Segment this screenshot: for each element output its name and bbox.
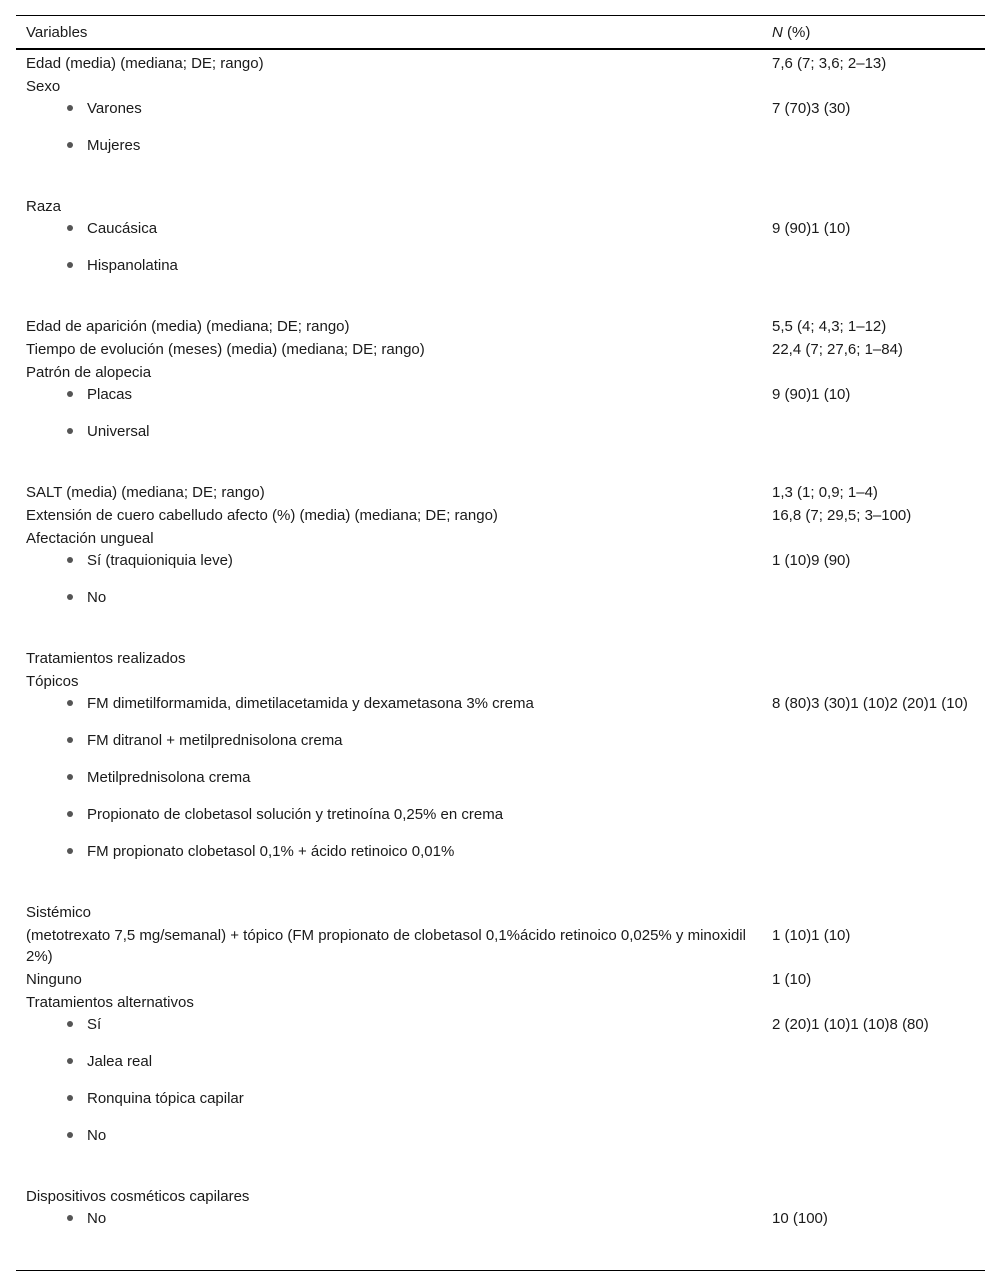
bullet-icon xyxy=(67,142,73,148)
table-row-metotrexato xyxy=(16,924,985,968)
list-item: No xyxy=(87,1208,762,1245)
table-row-extension xyxy=(16,504,985,527)
row-label: SALT (media) (mediana; DE; rango) xyxy=(26,484,265,501)
row-label: Tópicos xyxy=(26,673,79,690)
row-label: Patrón de alopecia xyxy=(26,364,152,381)
bullet-icon xyxy=(67,1058,73,1064)
table-row-sistemico xyxy=(16,901,985,924)
bullet-list xyxy=(26,550,762,624)
row-value: 22,4 (7; 27,6; 1–84) xyxy=(772,341,903,358)
bullet-icon xyxy=(67,262,73,268)
bullet-icon xyxy=(67,225,73,231)
row-label: Tratamientos alternativos xyxy=(26,994,194,1011)
table-row-topicos xyxy=(16,670,985,693)
list-item: Propionato de clobetasol solución y tretinoína 0,25% en crema xyxy=(87,804,762,841)
row-value: 10 (100) xyxy=(772,1210,828,1227)
data-table xyxy=(16,15,985,1245)
table-row-afectacion-items xyxy=(16,550,985,624)
bullet-icon xyxy=(67,557,73,563)
list-item: Hispanolatina xyxy=(87,255,762,292)
row-label: Sistémico xyxy=(26,904,92,921)
row-label: Afectación ungueal xyxy=(26,530,154,547)
bullet-icon xyxy=(67,1132,73,1138)
row-label: Dispositivos cosméticos capilares xyxy=(26,1188,250,1205)
bullet-icon xyxy=(67,594,73,600)
header-n-percent xyxy=(762,22,985,43)
header-n: N xyxy=(772,23,783,41)
table-row-afectacion xyxy=(16,527,985,550)
bullet-icon xyxy=(67,700,73,706)
bullet-list xyxy=(26,98,762,172)
bullet-icon xyxy=(67,428,73,434)
row-value: 7 (70)3 (30) xyxy=(772,100,851,117)
list-item: Caucásica xyxy=(87,218,762,255)
table-row-raza xyxy=(16,195,985,218)
table-row-edad xyxy=(16,52,985,75)
row-value: 9 (90)1 (10) xyxy=(772,386,851,403)
table-row-alternativos-items xyxy=(16,1014,985,1162)
table-row-dispositivos-items xyxy=(16,1208,985,1245)
table-row-sexo-items xyxy=(16,98,985,172)
table-row-patron xyxy=(16,361,985,384)
row-label: Sexo xyxy=(26,78,61,95)
list-item: FM propionato clobetasol 0,1% + ácido retinoico 0,01% xyxy=(87,841,762,878)
list-item: FM dimetilformamida, dimetilacetamida y dexametasona 3% crema xyxy=(87,693,762,730)
row-value: 8 (80)3 (30)1 (10)2 (20)1 (10) xyxy=(772,695,968,712)
bullet-list xyxy=(26,384,762,458)
row-label: Tiempo de evolución (meses) (media) (mediana; DE; rango) xyxy=(26,341,425,358)
table-row-tratamientos xyxy=(16,647,985,670)
bullet-icon xyxy=(67,105,73,111)
list-item: Jalea real xyxy=(87,1051,762,1088)
bullet-icon xyxy=(67,811,73,817)
list-item: Sí xyxy=(87,1014,762,1051)
table-row-patron-items xyxy=(16,384,985,458)
row-label: Tratamientos realizados xyxy=(26,650,186,667)
row-value: 1 (10) xyxy=(772,971,812,988)
row-label: (metotrexato 7,5 mg/semanal) + tópico (FM propionato de clobetasol 0,1%ácido retinoico 0,025% y minoxidil 2%) xyxy=(26,927,746,965)
list-item: No xyxy=(87,587,762,624)
table-row-ninguno xyxy=(16,968,985,991)
bullet-icon xyxy=(67,391,73,397)
table-row-salt xyxy=(16,481,985,504)
table-row-sexo xyxy=(16,75,985,98)
row-label: Edad de aparición (media) (mediana; DE; rango) xyxy=(26,318,350,335)
row-label: Raza xyxy=(26,198,62,215)
row-value: 2 (20)1 (10)1 (10)8 (80) xyxy=(772,1016,929,1033)
bullet-icon xyxy=(67,774,73,780)
header-variables: Variables xyxy=(26,23,88,41)
row-label: Ninguno xyxy=(26,971,82,988)
list-item: Universal xyxy=(87,421,762,458)
table-row-dispositivos xyxy=(16,1185,985,1208)
bullet-list xyxy=(26,693,762,878)
list-item: Mujeres xyxy=(87,135,762,172)
list-item: Placas xyxy=(87,384,762,421)
row-value: 1 (10)9 (90) xyxy=(772,552,851,569)
bottom-rule xyxy=(16,1270,985,1271)
table-row-edad-aparicion xyxy=(16,315,985,338)
row-value: 1,3 (1; 0,9; 1–4) xyxy=(772,484,878,501)
bullet-list xyxy=(26,1014,762,1162)
list-item: Metilprednisolona crema xyxy=(87,767,762,804)
bullet-icon xyxy=(67,1215,73,1221)
row-value: 16,8 (7; 29,5; 3–100) xyxy=(772,507,912,524)
row-value: 9 (90)1 (10) xyxy=(772,220,851,237)
bullet-icon xyxy=(67,1095,73,1101)
row-value: 1 (10)1 (10) xyxy=(772,927,851,944)
bullet-list xyxy=(26,218,762,292)
row-label: Extensión de cuero cabelludo afecto (%) (media) (mediana; DE; rango) xyxy=(26,507,498,524)
list-item: Varones xyxy=(87,98,762,135)
table-row-topicos-items xyxy=(16,693,985,878)
table-row-raza-items xyxy=(16,218,985,292)
header-rule xyxy=(16,48,985,50)
bullet-icon xyxy=(67,848,73,854)
list-item: Sí (traquioniquia leve) xyxy=(87,550,762,587)
list-item: No xyxy=(87,1125,762,1162)
list-item: FM ditranol + metilprednisolona crema xyxy=(87,730,762,767)
row-value: 5,5 (4; 4,3; 1–12) xyxy=(772,318,887,335)
bullet-list xyxy=(26,1208,762,1245)
header-percent: (%) xyxy=(782,23,811,41)
row-label: Edad (media) (mediana; DE; rango) xyxy=(26,55,264,72)
row-value: 7,6 (7; 3,6; 2–13) xyxy=(772,55,887,72)
bullet-icon xyxy=(67,737,73,743)
bullet-icon xyxy=(67,1021,73,1027)
table-row-alternativos xyxy=(16,991,985,1014)
table-header xyxy=(16,16,985,48)
list-item: Ronquina tópica capilar xyxy=(87,1088,762,1125)
table-row-tiempo-evolucion xyxy=(16,338,985,361)
